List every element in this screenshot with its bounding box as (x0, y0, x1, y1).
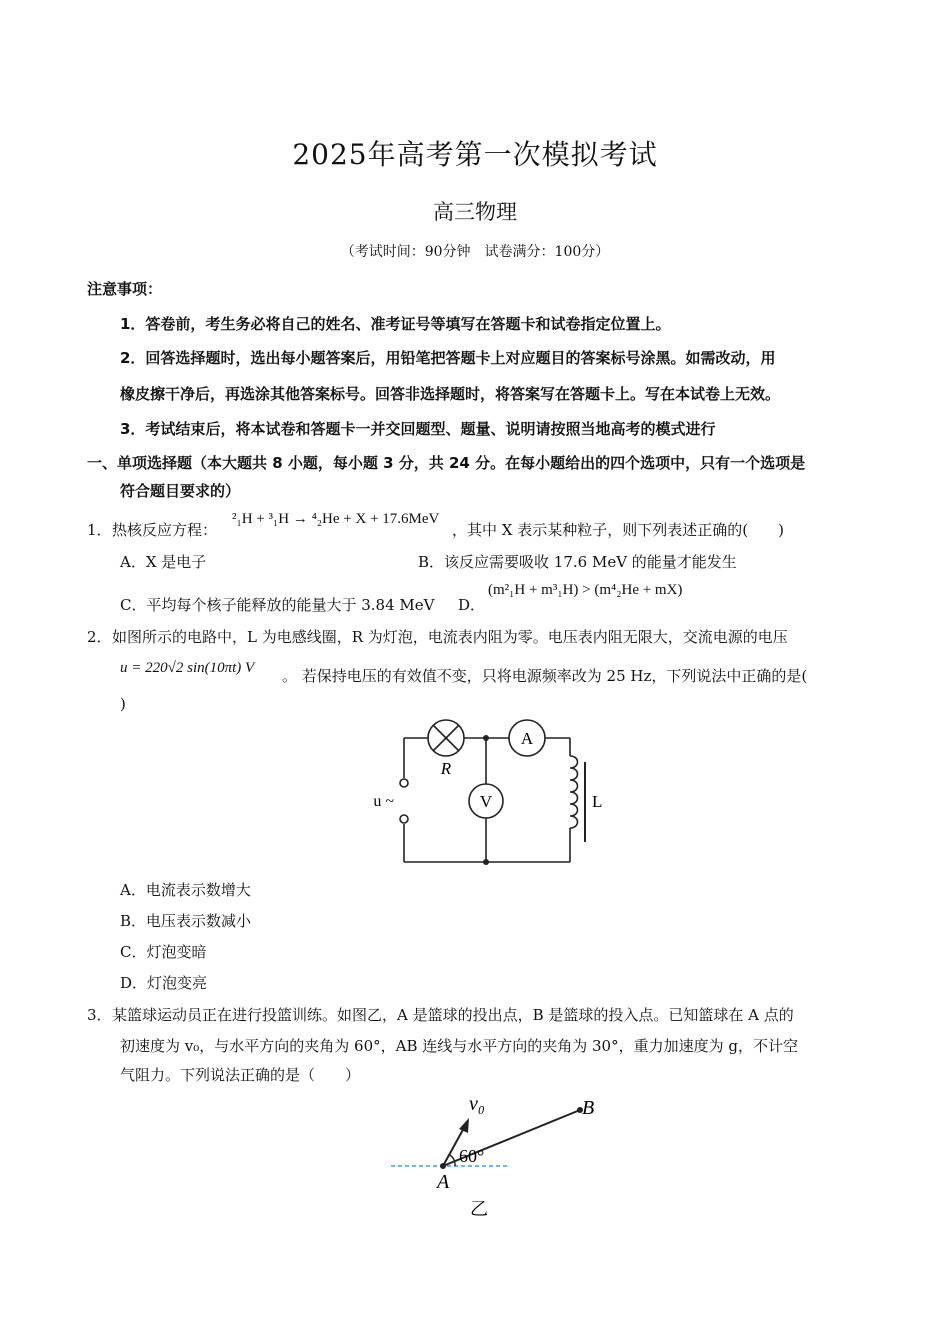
point-a-label: A (437, 1171, 450, 1193)
q2-option-a: A．电流表示数增大 (120, 881, 251, 899)
q1-option-a: A．X 是电子 (120, 553, 207, 571)
q1-lead: 热核反应方程： (112, 521, 218, 539)
q1-number: 1． (87, 521, 112, 539)
q2-line2: 。 若保持电压的有效值不变，只将电源频率改为 25 Hz，下列说法中正确的是( (282, 667, 808, 685)
q3-line1: 某篮球运动员正在进行投篮训练。如图乙，A 是篮球的投出点，B 是篮球的投入点。已知篮球在 A 点的 (112, 1006, 794, 1024)
point-b-label: B (582, 1097, 595, 1119)
q2-option-d: D．灯泡变亮 (120, 974, 208, 992)
note-item-2-cont: 橡皮擦干净后，再选涂其他答案标号。回答非选择题时，将答案写在答题卡上。写在本试卷上无效。 (120, 385, 781, 403)
q1-option-c: C．平均每个核子能释放的能量大于 3.84 MeV (120, 596, 435, 614)
q3-trajectory-diagram (385, 1088, 625, 1222)
exam-info: （考试时间：90分钟 试卷满分：100分） (340, 244, 610, 260)
q1-tail: ，其中 X 表示某种粒子，则下列表述正确的( ) (452, 521, 784, 539)
exam-subject: 高三物理 (433, 200, 517, 224)
q3-line2: 初速度为 v₀，与水平方向的夹角为 60°，AB 连线与水平方向的夹角为 30°，重力加速度为 g，不计空 (120, 1037, 798, 1055)
q2-line3: ) (120, 695, 126, 713)
q1-option-d-label: D． (458, 596, 486, 614)
inductor-label: L (592, 792, 603, 811)
q2-option-b: B．电压表示数减小 (120, 912, 252, 930)
q2-line1: 如图所示的电路中，L 为电感线圈，R 为灯泡，电流表内阻为零。电压表内阻无限大，交流电源的电压 (112, 628, 788, 646)
section-heading-cont: 符合题目要求的） (120, 482, 241, 500)
voltmeter-label: V (479, 792, 493, 811)
q2-option-c: C．灯泡变暗 (120, 943, 207, 961)
source-label: u ~ (373, 793, 394, 810)
q1-equation: ²₁H + ³₁H → ⁴₂He + X + 17.6MeV (232, 511, 440, 527)
q3-line3: 气阻力。下列说法正确的是（ ） (120, 1066, 361, 1084)
q2-formula: u = 220√2 sin(10πt) V (120, 660, 255, 676)
lamp-label: R (440, 759, 452, 778)
note-item-3: 3．考试结束后，将本试卷和答题卡一并交回题型、题量、说明请按照当地高考的模式进行 (120, 420, 716, 438)
ammeter-label: A (520, 729, 534, 748)
q1-option-b: B．该反应需要吸收 17.6 MeV 的能量才能发生 (418, 553, 737, 571)
q2-circuit-diagram (370, 712, 620, 872)
exam-title: 2025年高考第一次模拟考试 (292, 138, 658, 171)
note-item-2: 2．回答选择题时，选出每小题答案后，用铅笔把答题卡上对应题目的答案标号涂黑。如需改动，用 (120, 349, 776, 367)
q2-number: 2． (87, 628, 112, 646)
angle-label: 60° (459, 1146, 485, 1166)
v0-label: v₀ (469, 1093, 485, 1115)
note-item-1: 1．答卷前，考生务必将自己的姓名、准考证号等填写在答题卡和试卷指定位置上。 (120, 315, 671, 333)
section-heading: 一、单项选择题（本大题共 8 小题，每小题 3 分，共 24 分。在每小题给出的四个选项中，只有一个选项是 (87, 454, 806, 472)
figure-caption: 乙 (470, 1199, 488, 1219)
q1-option-d-expr: (m²₁H + m³₁H) > (m⁴₂He + mX) (488, 582, 683, 598)
notes-heading: 注意事项： (87, 280, 163, 298)
q3-number: 3． (87, 1006, 112, 1024)
